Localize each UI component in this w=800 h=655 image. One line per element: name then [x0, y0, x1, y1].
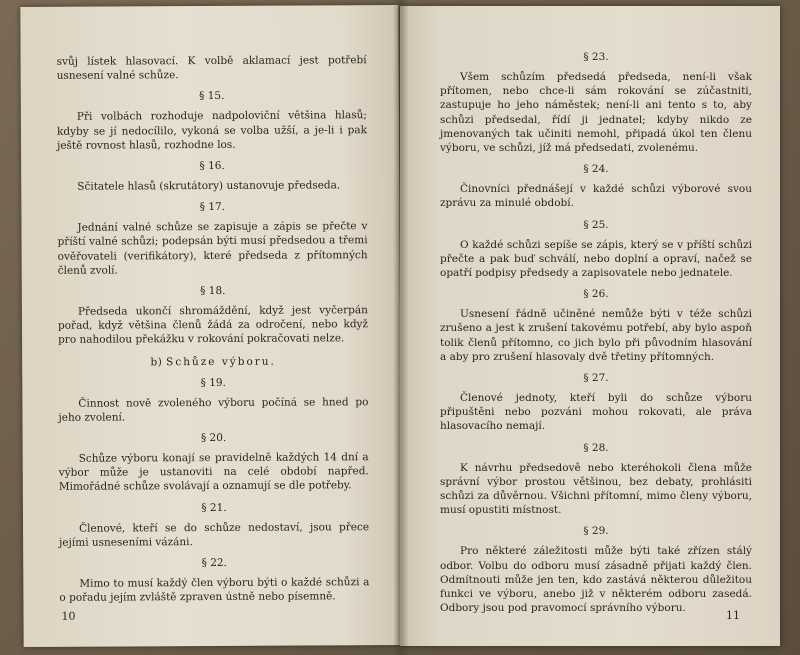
- page-number-left: 10: [61, 609, 76, 623]
- section-21-text: Členové, kteří se do schůze nedostaví, jsou přece jejími usneseními vázáni.: [59, 520, 370, 549]
- subheading-prefix: b): [150, 355, 163, 368]
- section-23-title: § 23.: [583, 51, 609, 63]
- section-18-title: § 18.: [200, 284, 226, 298]
- section-22-text: Mimo to musí každý člen výboru býti o každé schůzi a o pořadu jejím zvláště zpraven ústně nebo písemně.: [59, 576, 370, 605]
- subheading-committee-meetings: [58, 354, 368, 370]
- section-28-text: K návrhu předsedově nebo kteréhokoli člena může správní výbor prostou většinou, bez debaty, prohlásiti schůzi za důvěrnou. Všichni přítomní, mimo členy výboru, musí opustiti místnost.: [440, 461, 752, 517]
- section-21-title: § 21.: [201, 501, 227, 514]
- book-gutter: [393, 0, 409, 655]
- section-29-text: Pro některé záležitosti může býti také zřízen stálý odbor. Volbu do odboru musí zásadně přijati každý člen. Odmítnouti může jen ten, kdo zastává některou důležitou funkci ve výboru, anebo již v některém odboru zasedá. Odbory jsou pod pravomocí správního výboru.: [440, 545, 752, 615]
- left-page: [20, 5, 401, 647]
- section-27-title: § 27.: [583, 372, 609, 385]
- section-20-text: Schůze výboru konají se pravidelně každých 14 dní a výbor může je ustanoviti na celé období napřed. Mimořádné schůze svolávají a oznamují se dle potřeby.: [58, 451, 369, 494]
- section-17-text: Jednání valné schůze se zapisuje a zápis se přečte v příští valné schůzi; podepsán býti musí předsedou a třemi ověřovateli (verifikátory), které předseda z přítomných členů zvolí.: [57, 220, 368, 277]
- section-16-title: § 16.: [199, 159, 225, 173]
- section-24-text: Činovníci přednášejí v každé schůzi výborové svou zprávu za minulé období.: [440, 183, 752, 210]
- section-17-title: § 17.: [199, 201, 226, 214]
- section-27-text: Členové jednoty, kteří byli do schůze výboru připuštěni nebo pozváni mohou rokovati, ale práva hlasovacího nemají.: [440, 392, 752, 433]
- section-16-text: Sčitatele hlasů (skrutátory) ustanovuje předseda.: [77, 179, 341, 193]
- section-15-title: § 15.: [199, 90, 225, 103]
- section-25-title: § 25.: [583, 218, 609, 231]
- section-18-text: Předseda ukončí shromáždění, když jest vyčerpán pořad, když většina členů žádá za odročení, nebo když pro nahodilou překážku v rokování pokračovati nelze.: [57, 304, 369, 347]
- section-26-title: § 26.: [583, 288, 609, 301]
- section-25-text: O každé schůzi sepíše se zápis, který se v příští schůzi přečte a pak buď schválí, nebo doplní a opraví, načež se opatří podpisy předsedy a zapisovatele nebo jednatele.: [440, 238, 752, 280]
- section-15-text: Při volbách rozhoduje nadpoloviční většina hlasů; kdyby se jí nedocílilo, vykoná se volba užší, a je-li i pak ještě rovnost hlasů, rozhodne los.: [56, 109, 368, 152]
- section-29-title: § 29.: [583, 525, 609, 538]
- right-page: [400, 6, 780, 646]
- subheading-text: Schůze výboru.: [166, 355, 276, 368]
- section-26-text: Usnesení řádně učiněné nemůže býti v téže schůzi zrušeno a jest k zrušení takovému potřebí, aby bylo aspoň tolik členů přítomno, co jich bylo při původním hlasování a aby pro zrušení hlasovaly dvě třetiny přítomných.: [440, 308, 752, 363]
- page-number-right: 11: [726, 609, 740, 622]
- section-19-text: Činnost nově zvoleného výboru počíná se hned po jeho zvolení.: [58, 395, 369, 424]
- intro-paragraph: svůj lístek hlasovací. K volbě aklamací jest potřebí usnesení valné schůze.: [56, 54, 367, 83]
- section-24-title: § 24.: [583, 163, 609, 176]
- section-23-text: Všem schůzím předsedá předseda, není-li však přítomen, nebo chce-li sám rokování se zúčastniti, zastupuje ho jeho náměstek; není-li ani tento s to, aby schůzi předsedal, řídí ji jednatel; kdyby nikdo ze jmenovaných tak učiniti nemohl, připadá úkol ten členu výboru, ve schůzi, jíž má předsedati, zvolenému.: [440, 71, 752, 155]
- section-20-title: § 20.: [200, 431, 227, 445]
- section-22-title: § 22.: [201, 556, 227, 570]
- section-28-title: § 28.: [583, 441, 609, 454]
- section-19-title: § 19.: [200, 376, 226, 389]
